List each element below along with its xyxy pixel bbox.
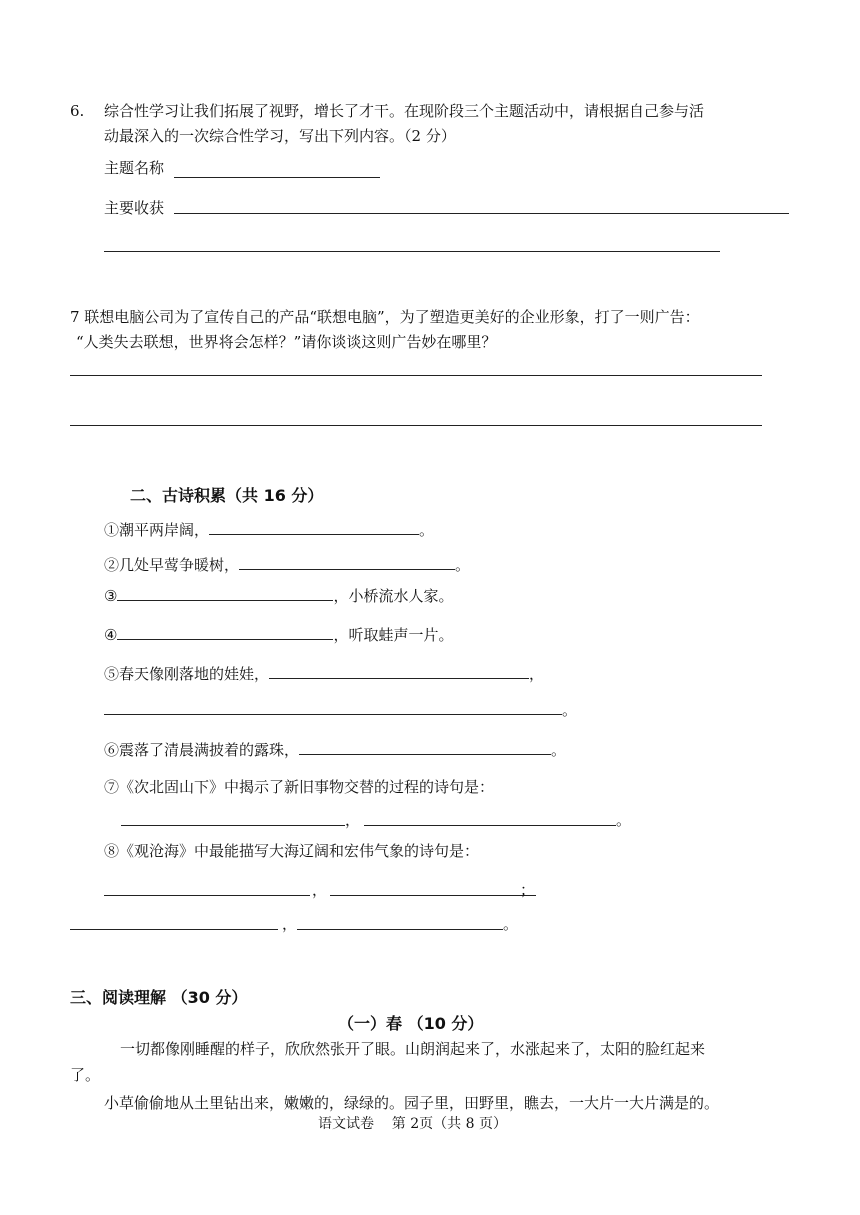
poem-item-4 xyxy=(104,623,453,645)
poem-item-6-text: ⑥震落了清晨满披着的露珠， xyxy=(104,741,300,759)
poem-item-8-prompt: ⑧《观沧海》中最能描写大海辽阔和宏伟气象的诗句是： xyxy=(104,842,480,860)
poem-item-5-comma: ， xyxy=(529,665,545,683)
poem-item-7-blank-1[interactable] xyxy=(121,825,345,826)
poem-item-3 xyxy=(104,584,453,606)
poem-item-5 xyxy=(104,662,544,684)
poem-item-7-comma: ， xyxy=(345,811,361,829)
poem-item-8-blank-1[interactable] xyxy=(104,895,310,896)
poem-item-5-blank-2[interactable] xyxy=(104,714,562,715)
poem-item-4-end: ，听取蛙声一片。 xyxy=(333,626,454,644)
poem-item-1-blank[interactable] xyxy=(209,518,419,535)
poem-item-3-blank[interactable] xyxy=(117,584,333,601)
poem-item-8-end: 。 xyxy=(503,915,519,933)
poem-item-8-semicolon: ； xyxy=(520,881,536,899)
poem-item-7-blank-2[interactable] xyxy=(364,825,616,826)
section3-title: 三、阅读理解 （30 分） xyxy=(70,988,248,1007)
poem-item-2-blank[interactable] xyxy=(239,553,455,570)
reading-para1-line2: 了。 xyxy=(70,1066,101,1084)
q7-text-line1: 7 联想电脑公司为了宣传自己的产品“联想电脑”，为了塑造更美好的企业形象，打了一则广告： xyxy=(70,308,700,326)
poem-item-2-end: 。 xyxy=(455,556,471,574)
poem-item-6-blank[interactable] xyxy=(299,738,551,755)
poem-item-1-text: ①潮平两岸阔， xyxy=(104,521,210,539)
poem-item-7-end: 。 xyxy=(616,811,632,829)
poem-item-4-text: ④ xyxy=(104,626,118,644)
q6-topic-label: 主题名称 xyxy=(104,159,165,177)
q7-answer-blank-1[interactable] xyxy=(70,375,762,376)
section2-title: 二、古诗积累（共 16 分） xyxy=(130,486,324,505)
q6-text-line2: 动最深入的一次综合性学习，写出下列内容。（2 分） xyxy=(104,127,456,145)
poem-item-3-end: ，小桥流水人家。 xyxy=(333,587,454,605)
poem-item-2-text: ②几处早莺争暖树， xyxy=(104,556,240,574)
poem-item-2 xyxy=(104,553,470,575)
poem-item-8-blank-2[interactable] xyxy=(330,895,536,896)
q6-topic-blank[interactable] xyxy=(174,177,380,178)
reading-para2: 小草偷偷地从土里钻出来，嫩嫩的，绿绿的。园子里，田野里，瞧去，一大片一大片满是的。 xyxy=(104,1094,720,1112)
poem-item-8-blank-4[interactable] xyxy=(297,929,503,930)
q7-answer-blank-2[interactable] xyxy=(70,425,762,426)
reading-para1-line1: 一切都像刚睡醒的样子，欣欣然张开了眼。山朗润起来了，水涨起来了，太阳的脸红起来 xyxy=(120,1040,706,1058)
poem-item-8-comma: ， xyxy=(312,881,328,899)
poem-item-6-end: 。 xyxy=(551,741,567,759)
poem-item-6 xyxy=(104,738,566,760)
poem-item-8-blank-3[interactable] xyxy=(70,929,278,930)
poem-item-1-end: 。 xyxy=(419,521,435,539)
q6-gain-label: 主要收获 xyxy=(104,199,165,217)
poem-item-3-text: ③ xyxy=(104,587,118,605)
poem-item-1 xyxy=(104,518,434,540)
q6-text-line1: 综合性学习让我们拓展了视野，增长了才干。在现阶段三个主题活动中，请根据自己参与活 xyxy=(104,102,705,120)
poem-item-7-prompt: ⑦《次北固山下》中揭示了新旧事物交替的过程的诗句是： xyxy=(104,778,495,796)
poem-item-4-blank[interactable] xyxy=(117,623,333,640)
q6-gain-blank-1[interactable] xyxy=(174,213,789,214)
poem-item-8-comma-2: ， xyxy=(282,915,298,933)
page-footer: 语文试卷 第 2页（共 8 页） xyxy=(318,1116,507,1132)
poem-item-5-blank-1[interactable] xyxy=(269,662,529,679)
section3-subtitle: （一）春 （10 分） xyxy=(338,1014,484,1033)
q7-text-line2: “人类失去联想，世界将会怎样？”请你谈谈这则广告妙在哪里？ xyxy=(76,333,497,351)
poem-item-5-end: 。 xyxy=(562,701,578,719)
q6-number: 6. xyxy=(70,102,85,120)
q6-gain-blank-2[interactable] xyxy=(104,251,720,252)
poem-item-5-text: ⑤春天像刚落地的娃娃， xyxy=(104,665,270,683)
